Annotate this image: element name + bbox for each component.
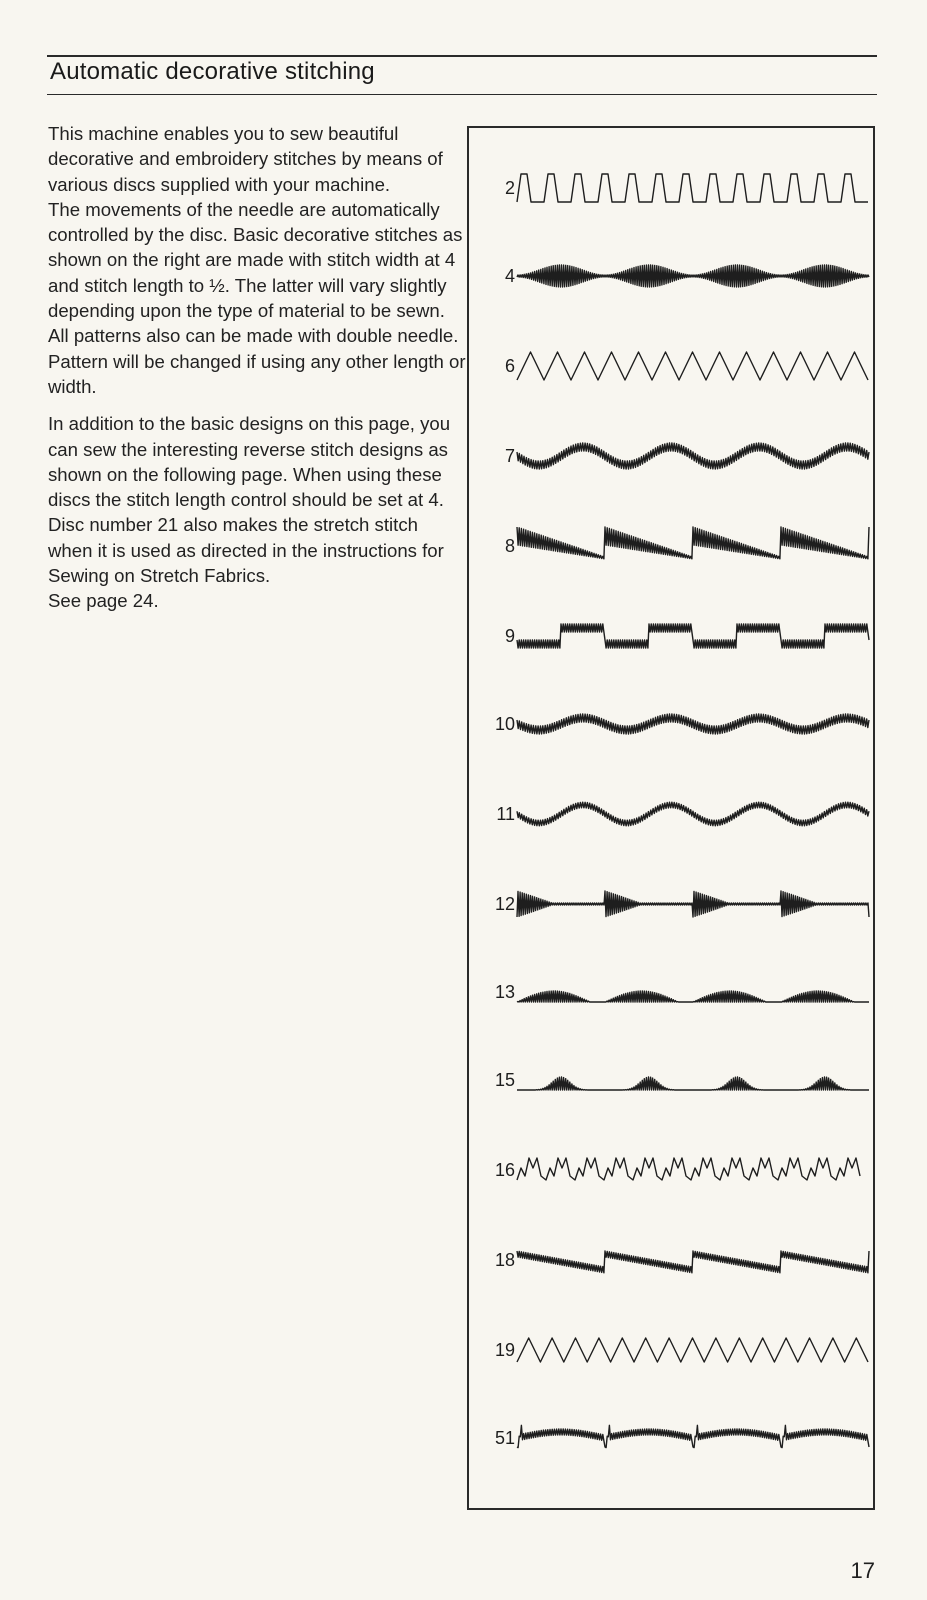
disc-number: 2 xyxy=(504,178,515,198)
stitch-line xyxy=(517,174,868,202)
stitch-pattern-drawing xyxy=(517,1050,871,1110)
stitch-line xyxy=(517,714,869,734)
disc-number: 8 xyxy=(504,536,515,556)
stitch-line xyxy=(517,1425,869,1447)
stitch-line xyxy=(517,527,869,559)
stitch-pattern-row xyxy=(469,606,873,666)
stitch-line xyxy=(517,891,869,917)
stitch-pattern-drawing xyxy=(517,246,871,306)
see-page-reference: See page 24. xyxy=(48,590,159,612)
disc-number: 11 xyxy=(496,804,515,824)
disc-number: 7 xyxy=(504,446,515,466)
header-rule-top xyxy=(47,55,877,57)
stitch-line xyxy=(517,1077,869,1090)
stitch-line xyxy=(517,352,868,380)
stitch-pattern-drawing xyxy=(517,606,871,666)
stitch-pattern-drawing xyxy=(517,694,871,754)
stitch-line xyxy=(517,1338,868,1362)
stitch-pattern-drawing xyxy=(517,962,871,1022)
stitch-pattern-row xyxy=(469,1408,873,1468)
header-rule-bottom xyxy=(47,94,877,95)
page-number: 17 xyxy=(850,1558,875,1583)
disc-number: 4 xyxy=(504,266,515,286)
disc-number: 13 xyxy=(494,982,515,1002)
stitch-pattern-row xyxy=(469,784,873,844)
stitch-patterns-panel xyxy=(467,126,875,1510)
stitch-pattern-drawing xyxy=(517,784,871,844)
stitch-pattern-row xyxy=(469,874,873,934)
stitch-pattern-drawing xyxy=(517,1140,871,1200)
pattern-change-paragraph: Pattern will be changed if using any other length or width. xyxy=(48,350,466,397)
intro-paragraph: This machine enables you to sew beautiful decorative and embroidery stitches by means of various discs supplied with your machine. xyxy=(48,123,443,195)
instructions-text xyxy=(48,121,466,614)
stitch-pattern-drawing xyxy=(517,1320,871,1380)
stitch-line xyxy=(517,624,869,648)
stitch-pattern-row xyxy=(469,694,873,754)
stitch-pattern-drawing xyxy=(517,426,871,486)
stitch-pattern-drawing xyxy=(517,158,871,218)
disc-number: 16 xyxy=(494,1160,515,1180)
stitch-line xyxy=(517,991,869,1002)
disc-number: 12 xyxy=(494,894,515,914)
disc-number: 6 xyxy=(504,356,515,376)
stitch-pattern-drawing xyxy=(517,1230,871,1290)
stitch-line xyxy=(517,1251,869,1273)
stitch-pattern-row xyxy=(469,516,873,576)
disc-number: 51 xyxy=(494,1428,515,1448)
stitch-pattern-row xyxy=(469,1140,873,1200)
disc-number: 15 xyxy=(494,1070,515,1090)
stitch-line xyxy=(517,802,869,826)
disc-number: 19 xyxy=(494,1340,515,1360)
stitch-line xyxy=(517,265,869,287)
stitch-pattern-row xyxy=(469,1320,873,1380)
stitch-pattern-drawing xyxy=(517,516,871,576)
stitch-pattern-row xyxy=(469,1230,873,1290)
disc-number: 9 xyxy=(504,626,515,646)
stitch-line xyxy=(517,443,869,469)
stitch-pattern-row xyxy=(469,426,873,486)
disc-number: 18 xyxy=(494,1250,515,1270)
reverse-stitch-paragraph: In addition to the basic designs on this page, you can sew the interesting reverse stitch designs as shown on the following page. When using these discs the stitch length control should be set at 4. Disc number 21 also makes the stretch stitch when it is used as directed in the instructions for Sewing on Stretch Fabrics. xyxy=(48,413,451,587)
stitch-pattern-drawing xyxy=(517,1408,871,1468)
stitch-pattern-row xyxy=(469,1050,873,1110)
stitch-pattern-row xyxy=(469,246,873,306)
stitch-pattern-drawing xyxy=(517,336,871,396)
stitch-pattern-row xyxy=(469,158,873,218)
stitch-line xyxy=(517,1158,860,1180)
page-title: Automatic decorative stitching xyxy=(50,58,375,85)
disc-number: 10 xyxy=(494,714,515,734)
stitch-pattern-row xyxy=(469,962,873,1022)
stitch-pattern-row xyxy=(469,336,873,396)
stitch-pattern-drawing xyxy=(517,874,871,934)
needle-paragraph: The movements of the needle are automatically controlled by the disc. Basic decorative stitches as shown on the right are made with stitch width at 4 and stitch length to ½. The latter will vary slightly depending upon the type of material to be sewn. All patterns also can be made with double needle. xyxy=(48,198,463,347)
